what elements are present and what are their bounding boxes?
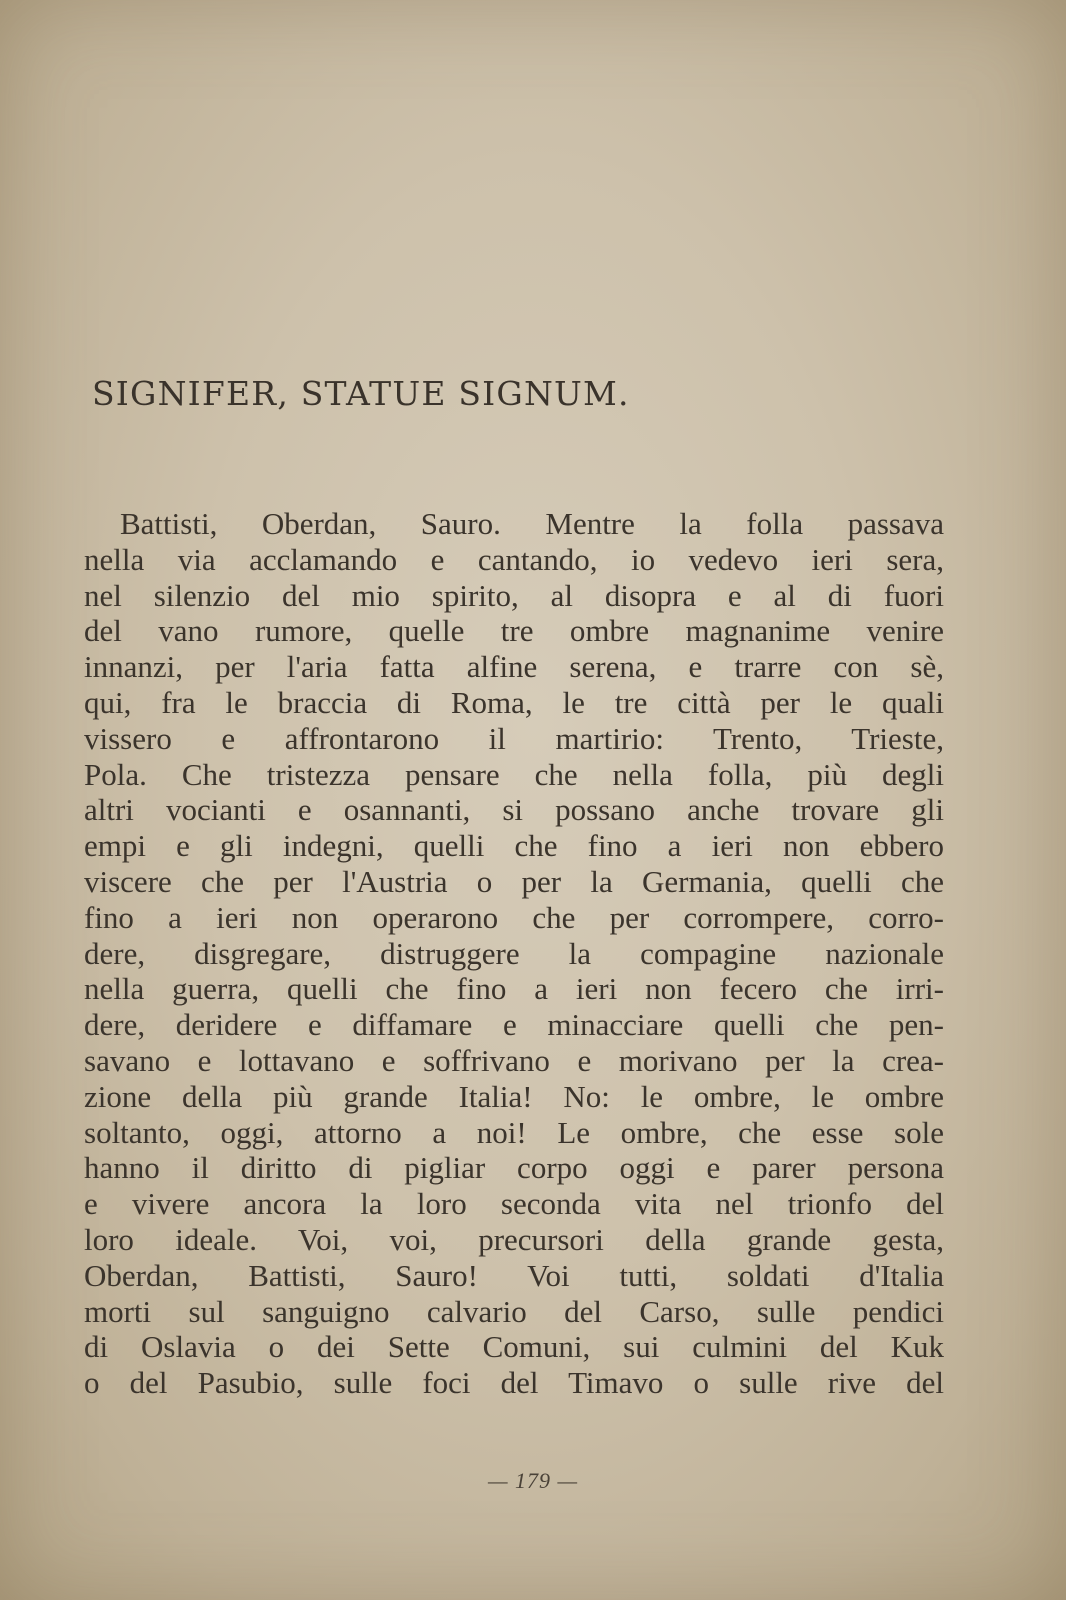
text-line: fino a ieri non operarono che per corrompere, corro- [84,899,944,935]
text-line: innanzi, per l'aria fatta alfine serena, e trarre con sè, [84,649,944,685]
text-line: nella guerra, quelli che fino a ieri non fecero che irri- [84,971,944,1007]
text-line: vissero e affrontarono il martirio: Trento, Trieste, [84,720,944,756]
text-line: loro ideale. Voi, voi, precursori della grande gesta, [84,1221,944,1257]
body-text [84,506,944,1401]
text-line: altri vocianti e osannanti, si possano anche trovare gli [84,792,944,828]
text-line: empi e gli indegni, quelli che fino a ieri non ebbero [84,828,944,864]
text-line: del vano rumore, quelle tre ombre magnanime venire [84,613,944,649]
text-line: hanno il diritto di pigliar corpo oggi e parer persona [84,1150,944,1186]
text-line: Battisti, Oberdan, Sauro. Mentre la folla passava [120,506,944,541]
page-number: — 179 — [487,1468,579,1493]
text-line: qui, fra le braccia di Roma, le tre città per le quali [84,684,944,720]
text-line: viscere che per l'Austria o per la Germania, quelli che [84,863,944,899]
text-line: dere, disgregare, distruggere la compagine nazionale [84,935,944,971]
text-line: dere, deridere e diffamare e minacciare quelli che pen- [84,1007,944,1043]
text-line: soltanto, oggi, attorno a noi! Le ombre, che esse sole [84,1114,944,1150]
text-line: e vivere ancora la loro seconda vita nel trionfo del [84,1186,944,1222]
text-line: savano e lottavano e soffrivano e morivano per la crea- [84,1042,944,1078]
text-line: nel silenzio del mio spirito, al disopra e al di fuori [84,577,944,613]
text-line: zione della più grande Italia! No: le ombre, le ombre [84,1078,944,1114]
chapter-title: SIGNIFER, STATUE SIGNUM. [92,374,630,413]
text-line: morti sul sanguigno calvario del Carso, sulle pendici [84,1293,944,1329]
text-line: o del Pasubio, sulle foci del Timavo o sulle rive del [84,1365,944,1401]
text-line: nella via acclamando e cantando, io vedevo ieri sera, [84,541,944,577]
text-line: Pola. Che tristezza pensare che nella folla, più degli [84,756,944,792]
text-line: Oberdan, Battisti, Sauro! Voi tutti, soldati d'Italia [84,1257,944,1293]
text-line: di Oslavia o dei Sette Comuni, sui culmini del Kuk [84,1329,944,1365]
